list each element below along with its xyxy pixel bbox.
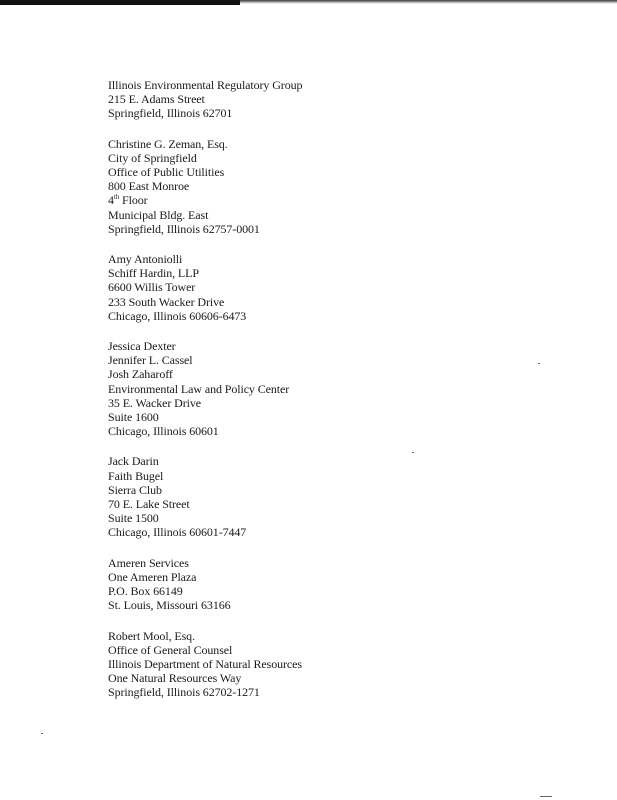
address-line: 4th Floor xyxy=(108,193,148,208)
address-line: Suite 1500 xyxy=(108,511,159,526)
address-line: Jack Darin xyxy=(108,454,159,469)
address-line: Illinois Environmental Regulatory Group xyxy=(108,78,303,92)
address-line: 35 E. Wacker Drive xyxy=(108,395,201,410)
address-line: 70 E. Lake Street xyxy=(108,497,190,512)
address-line: Robert Mool, Esq. xyxy=(108,628,195,643)
address-line: Chicago, Illinois 60601-7447 xyxy=(108,525,247,540)
address-block xyxy=(108,252,568,323)
address-line: Springfield, Illinois 62701 xyxy=(108,106,233,121)
address-line: St. Louis, Missouri 63166 xyxy=(108,598,231,613)
address-line: Josh Zaharoff xyxy=(108,367,173,382)
address-line: 800 East Monroe xyxy=(108,179,190,194)
address-block xyxy=(108,137,568,236)
address-line: Office of General Counsel xyxy=(108,642,233,657)
address-line: Illinois Department of Natural Resources xyxy=(108,656,302,671)
address-line: Christine G. Zeman, Esq. xyxy=(108,136,228,151)
address-line: Jessica Dexter xyxy=(108,339,176,354)
address-block xyxy=(108,629,568,700)
address-block xyxy=(108,339,568,438)
address-line: Amy Antoniolli xyxy=(108,252,183,267)
address-line: Faith Bugel xyxy=(108,468,164,483)
address-line: 233 South Wacker Drive xyxy=(108,294,225,309)
address-line: P.O. Box 66149 xyxy=(108,584,183,599)
address-line: One Ameren Plaza xyxy=(108,569,197,584)
address-block xyxy=(108,454,568,539)
address-block xyxy=(108,78,568,121)
address-line: Springfield, Illinois 62757-0001 xyxy=(108,221,260,236)
address-line: Chicago, Illinois 60601 xyxy=(108,424,219,439)
address-line: Chicago, Illinois 60606-6473 xyxy=(108,308,247,323)
service-list xyxy=(108,78,568,716)
address-line: Schiff Hardin, LLP xyxy=(108,266,199,281)
address-line: 215 E. Adams Street xyxy=(108,92,205,107)
address-block xyxy=(108,556,568,613)
address-line: Municipal Bldg. East xyxy=(108,207,209,222)
scan-speck xyxy=(540,796,552,797)
scan-top-shadow xyxy=(0,0,240,5)
scan-speck xyxy=(41,733,43,734)
address-line: 6600 Willis Tower xyxy=(108,280,196,295)
address-line: One Natural Resources Way xyxy=(108,671,242,686)
address-line: Jennifer L. Cassel xyxy=(108,353,193,368)
address-line: Springfield, Illinois 62702-1271 xyxy=(108,685,260,700)
address-line: City of Springfield xyxy=(108,150,197,165)
address-line: Suite 1600 xyxy=(108,410,159,425)
address-line: Environmental Law and Policy Center xyxy=(108,381,290,396)
address-line: Office of Public Utilities xyxy=(108,165,225,180)
address-line: Sierra Club xyxy=(108,482,162,497)
address-line: Ameren Services xyxy=(108,555,189,570)
